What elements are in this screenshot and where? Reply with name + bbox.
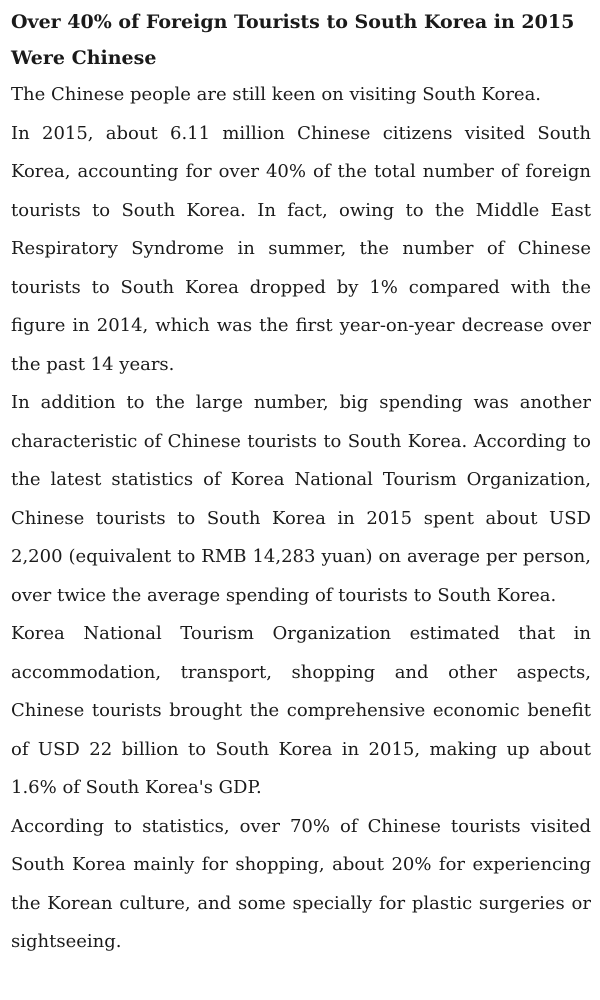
article-paragraph: Korea National Tourism Organization estimated that in accommodation, transport, shopping and other aspects, Chinese tourists brought the comprehensive economic benefit of USD 22 billion to South Korea in 2015, making up about 1.6% of South Korea's GDP.	[11, 623, 591, 798]
article-paragraph: In 2015, about 6.11 million Chinese citizens visited South Korea, accounting for over 40% of the total number of foreign tourists to South Korea. In fact, owing to the Middle East Respiratory Syndrome in summer, the number of Chinese tourists to South Korea dropped by 1% compared with the figure in 2014, which was the first year-on-year decrease over the past 14 years.	[11, 122, 591, 375]
article-paragraph: According to statistics, over 70% of Chinese tourists visited South Korea mainly for shopping, about 20% for experiencing the Korean culture, and some specially for plastic surgeries or sightseeing.	[11, 815, 591, 952]
article-title: Over 40% of Foreign Tourists to South Korea in 2015 Were Chinese	[11, 11, 575, 69]
article-paragraph: The Chinese people are still keen on visiting South Korea.	[11, 84, 542, 105]
article-paragraph: In addition to the large number, big spending was another characteristic of Chinese tourists to South Korea. According to the latest statistics of Korea National Tourism Organization, Chinese tourists to South Korea in 2015 spent about USD 2,200 (equivalent to RMB 14,283 yuan) on average per person, over twice the average spending of tourists to South Korea.	[11, 392, 591, 606]
article	[11, 4, 591, 962]
